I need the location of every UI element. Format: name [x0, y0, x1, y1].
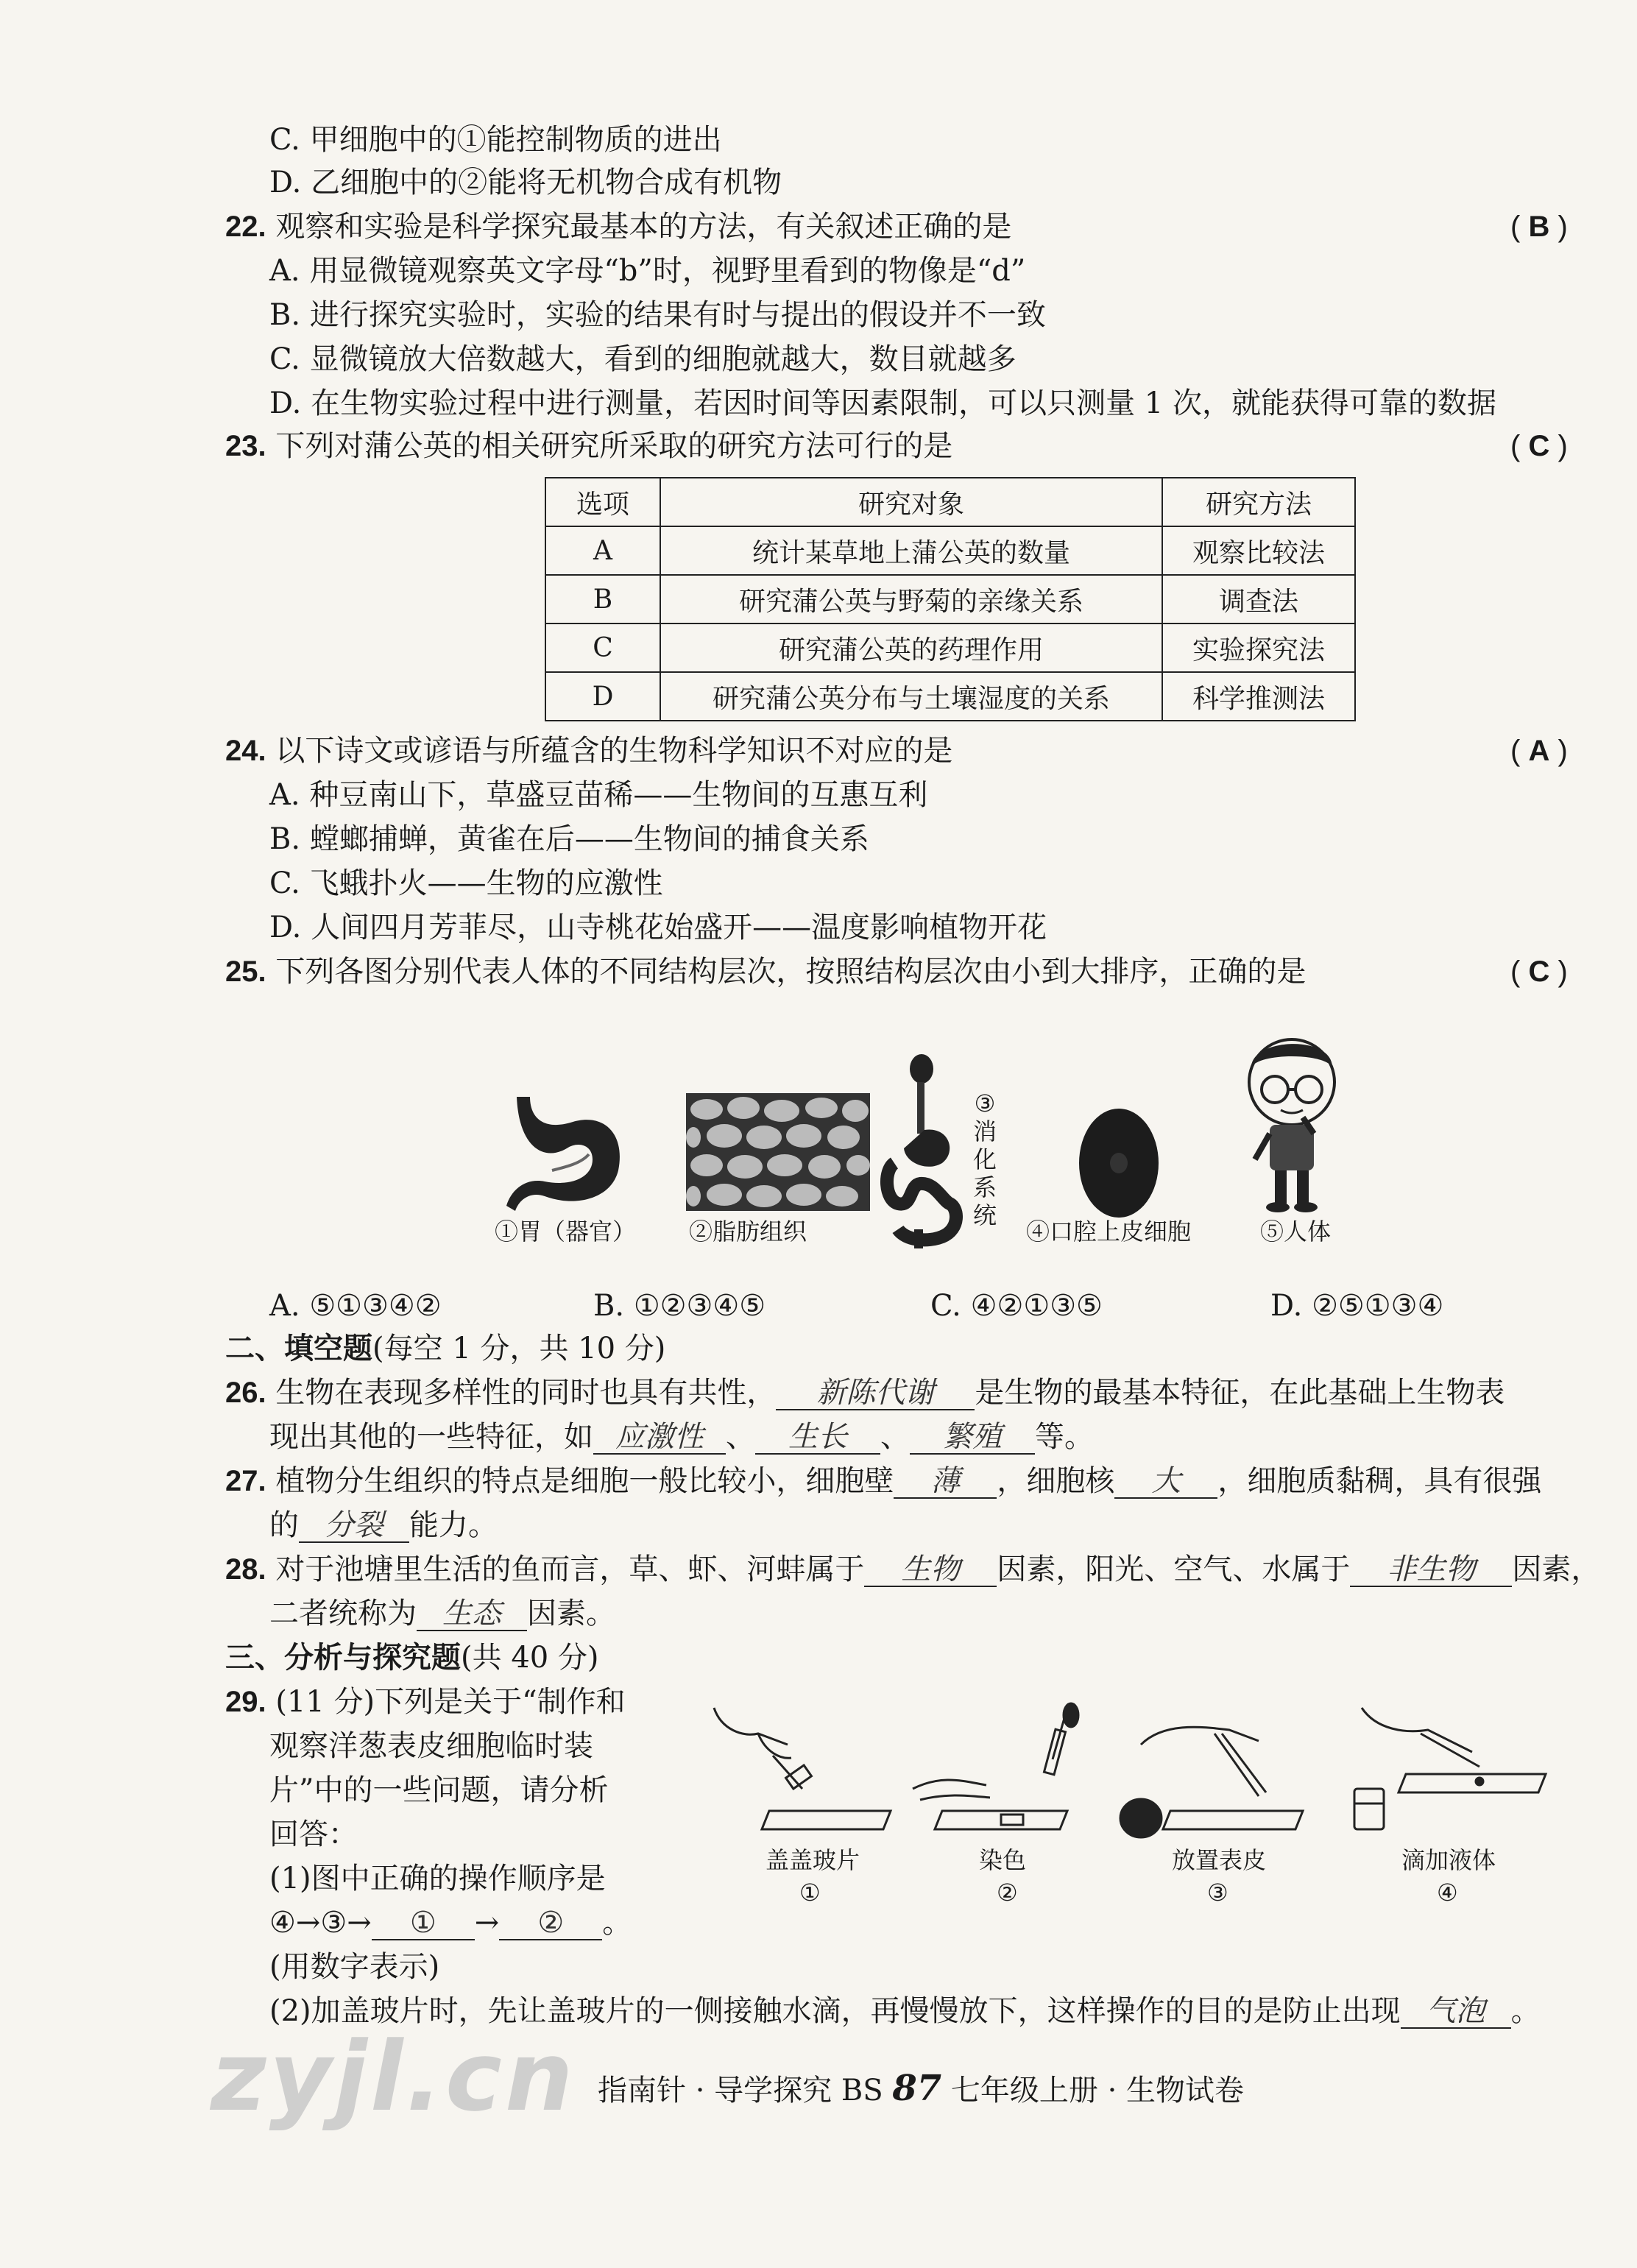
q28-line2 [269, 1594, 615, 1633]
question-number: 26. [225, 1377, 266, 1409]
step-caption-1: 盖盖玻片 [766, 1846, 860, 1874]
text: 、 [726, 1420, 755, 1454]
q28-blank-3: 生态 [417, 1597, 527, 1631]
text: 植物分生组织的特点是细胞一般比较小，细胞壁 [275, 1464, 894, 1498]
section-title: 三、分析与探究题 [225, 1640, 461, 1675]
q24-option-a: A. 种豆南山下，草盛豆苗稀——生物间的互惠互利 [269, 778, 928, 812]
question-number: 24. [225, 735, 266, 767]
caption-char: 统 [972, 1201, 997, 1229]
q22-answer: ( B ) [1510, 211, 1568, 243]
footer-right: 七年级上册 · 生物试卷 [950, 2074, 1245, 2108]
text: 对于池塘里生活的鱼而言，草、虾、河蚌属于 [275, 1552, 865, 1586]
text: ，细胞质黏稠，具有很强 [1217, 1464, 1542, 1498]
question-stem: 下列各图分别代表人体的不同结构层次，按照结构层次由小到大排序，正确的是 [275, 955, 1307, 989]
q22-stem [225, 208, 1011, 246]
section-note: (每空 1 分，共 10 分) [372, 1332, 666, 1366]
text: (2)加盖玻片时，先让盖玻片的一侧接触水滴，再慢慢放下，这样操作的目的是防止出现 [269, 1994, 1401, 2028]
watermark-logo: zyjl.cn [211, 2021, 576, 2133]
step-num-3: ③ [1207, 1879, 1228, 1907]
table-header-row [545, 478, 1355, 526]
q24-option-d: D. 人间四月芳菲尽，山寺桃花始盛开——温度影响植物开花 [269, 911, 1047, 944]
q21-option-d: D. 乙细胞中的②能将无机物合成有机物 [269, 166, 782, 199]
text: 。 [602, 1906, 632, 1940]
q26-blank-3: 生长 [755, 1421, 880, 1455]
step-caption-2: 染色 [979, 1846, 1027, 1874]
table-cell: 调查法 [1162, 575, 1355, 623]
question-number: 22. [225, 211, 266, 243]
q25-option-c: C. ④②①③⑤ [930, 1289, 1103, 1323]
table-cell: 研究蒲公英与野菊的亲缘关系 [660, 575, 1162, 623]
q29-part1-note: (用数字表示) [269, 1950, 440, 1984]
epithelial-cell-illustration [1075, 1104, 1163, 1222]
text: 因素，阳光、空气、水属于 [997, 1552, 1351, 1586]
q29-intro-3: 片”中的一些问题，请分析 [269, 1773, 609, 1807]
slide-prep-steps-illustration [699, 1700, 1583, 1848]
footer-left: 指南针 · 导学探究 BS [598, 2074, 883, 2108]
q26-blank-4: 繁殖 [910, 1421, 1035, 1455]
table-cell: 研究蒲公英的药理作用 [660, 623, 1162, 672]
q26-blank-2: 应激性 [593, 1421, 726, 1455]
text: 二者统称为 [269, 1597, 417, 1631]
text: 是生物的最基本特征，在此基础上生物表 [975, 1376, 1505, 1410]
table-row [545, 623, 1355, 672]
step-caption-3: 放置表皮 [1172, 1846, 1267, 1874]
text: ，细胞核 [997, 1464, 1115, 1498]
text: 因素， [1512, 1552, 1601, 1586]
section-note: (共 40 分) [461, 1641, 599, 1675]
step-caption-4: 滴加液体 [1401, 1846, 1496, 1874]
q29-part1: (1)图中正确的操作顺序是 [269, 1862, 606, 1896]
human-body-illustration [1229, 1031, 1354, 1215]
text: 能力。 [409, 1508, 498, 1542]
q21-option-c: C. 甲细胞中的①能控制物质的进出 [269, 123, 722, 157]
text: ④→③→ [269, 1906, 372, 1940]
q24-option-b: B. 螳螂捕蝉，黄雀在后——生物间的捕食关系 [269, 822, 869, 856]
step-num-2: ② [997, 1879, 1018, 1907]
q22-option-b: B. 进行探究实验时，实验的结果有时与提出的假设并不一致 [269, 298, 1046, 332]
page-number: 87 [892, 2068, 942, 2109]
question-number: 23. [225, 430, 266, 462]
table-cell: D [545, 672, 660, 721]
table-header: 选项 [545, 478, 660, 526]
question-stem: 下列对蒲公英的相关研究所采取的研究方法可行的是 [275, 429, 953, 463]
table-cell: 观察比较法 [1162, 526, 1355, 575]
q26-line1 [225, 1374, 1505, 1412]
text: 因素。 [527, 1597, 615, 1631]
question-number: 29. [225, 1686, 266, 1718]
caption-fat-tissue: ②脂肪组织 [689, 1218, 807, 1246]
table-header: 研究对象 [660, 478, 1162, 526]
q22-option-c: C. 显微镜放大倍数越大，看到的细胞就越大，数目就越多 [269, 342, 1017, 376]
q22-option-a: A. 用显微镜观察英文字母“b”时，视野里看到的物像是“d” [269, 254, 1026, 288]
question-stem: 观察和实验是科学探究最基本的方法，有关叙述正确的是 [275, 210, 1012, 244]
q28-line1 [225, 1550, 1600, 1589]
section-title-fill-in [225, 1329, 665, 1368]
q29-blank-3: 气泡 [1401, 1995, 1511, 2029]
q27-line1 [225, 1462, 1541, 1500]
q26-blank-1: 新陈代谢 [776, 1377, 975, 1410]
page-footer [598, 2067, 1244, 2109]
question-stem: 以下诗文或谚语与所蕴含的生物科学知识不对应的是 [275, 734, 953, 768]
q25-option-a: A. ⑤①③④② [269, 1289, 442, 1323]
q27-blank-3: 分裂 [299, 1509, 409, 1543]
section-title-analysis [225, 1639, 599, 1677]
research-methods-table [545, 477, 1356, 721]
text: 的 [269, 1508, 299, 1542]
text: 现出其他的一些特征，如 [269, 1420, 593, 1454]
q25-answer: ( C ) [1510, 955, 1568, 988]
q29-blank-2: ② [499, 1907, 602, 1940]
digestive-system-caption [970, 1089, 1000, 1229]
q24-option-c: C. 飞蛾扑火——生物的应激性 [269, 866, 663, 900]
q25-option-d: D. ②⑤①③④ [1270, 1289, 1444, 1323]
q29-part1-sequence [269, 1904, 632, 1942]
caption-human-body: ⑤人体 [1260, 1218, 1332, 1246]
q28-blank-2: 非生物 [1350, 1553, 1512, 1587]
q24-answer: ( A ) [1510, 735, 1568, 767]
table-header: 研究方法 [1162, 478, 1355, 526]
caption-char: 系 [972, 1173, 997, 1201]
q26-line2 [269, 1418, 1094, 1456]
text: 等。 [1035, 1420, 1094, 1454]
q28-blank-1: 生物 [864, 1553, 997, 1587]
caption-stomach: ①胃（器官） [495, 1218, 637, 1246]
table-row [545, 526, 1355, 575]
question-number: 27. [225, 1465, 266, 1497]
caption-char: 化 [972, 1145, 997, 1173]
step-num-4: ④ [1437, 1879, 1458, 1907]
question-number: 25. [225, 955, 266, 988]
table-row [545, 575, 1355, 623]
table-cell: 科学推测法 [1162, 672, 1355, 721]
text: 、 [880, 1420, 910, 1454]
table-cell: 统计某草地上蒲公英的数量 [660, 526, 1162, 575]
q23-stem [225, 427, 952, 465]
text: 生物在表现多样性的同时也具有共性， [275, 1376, 777, 1410]
table-cell: 研究蒲公英分布与土壤湿度的关系 [660, 672, 1162, 721]
q25-option-b: B. ①②③④⑤ [593, 1289, 766, 1323]
fat-tissue-illustration [686, 1093, 870, 1211]
table-cell: 实验探究法 [1162, 623, 1355, 672]
q27-blank-2: 大 [1114, 1465, 1217, 1499]
q25-stem [225, 953, 1306, 991]
table-row [545, 672, 1355, 721]
digestive-system-illustration [876, 1053, 964, 1251]
step-num-1: ① [799, 1879, 821, 1907]
q24-stem [225, 732, 952, 770]
table-cell: B [545, 575, 660, 623]
text: 。 [1510, 1994, 1541, 2028]
caption-char: 消 [972, 1117, 997, 1145]
q27-line2 [269, 1506, 498, 1544]
caption-char: ③ [974, 1089, 996, 1117]
text: (11 分)下列是关于“制作和 [275, 1685, 626, 1719]
caption-epithelial-cell: ④口腔上皮细胞 [1026, 1218, 1192, 1246]
q29-intro-1 [225, 1683, 626, 1721]
q22-option-d: D. 在生物实验过程中进行测量，若因时间等因素限制，可以只测量 1 次，就能获得可靠的数据 [269, 386, 1496, 420]
question-number: 28. [225, 1553, 266, 1586]
table-cell: C [545, 623, 660, 672]
q29-intro-2: 观察洋葱表皮细胞临时装 [269, 1729, 593, 1763]
text: → [474, 1906, 500, 1940]
q29-blank-1: ① [372, 1907, 475, 1940]
q23-answer: ( C ) [1510, 430, 1568, 462]
q29-intro-4: 回答： [269, 1817, 358, 1851]
table-cell: A [545, 526, 660, 575]
stomach-illustration [501, 1089, 633, 1215]
q27-blank-1: 薄 [894, 1465, 997, 1499]
section-title: 二、填空题 [225, 1331, 372, 1366]
